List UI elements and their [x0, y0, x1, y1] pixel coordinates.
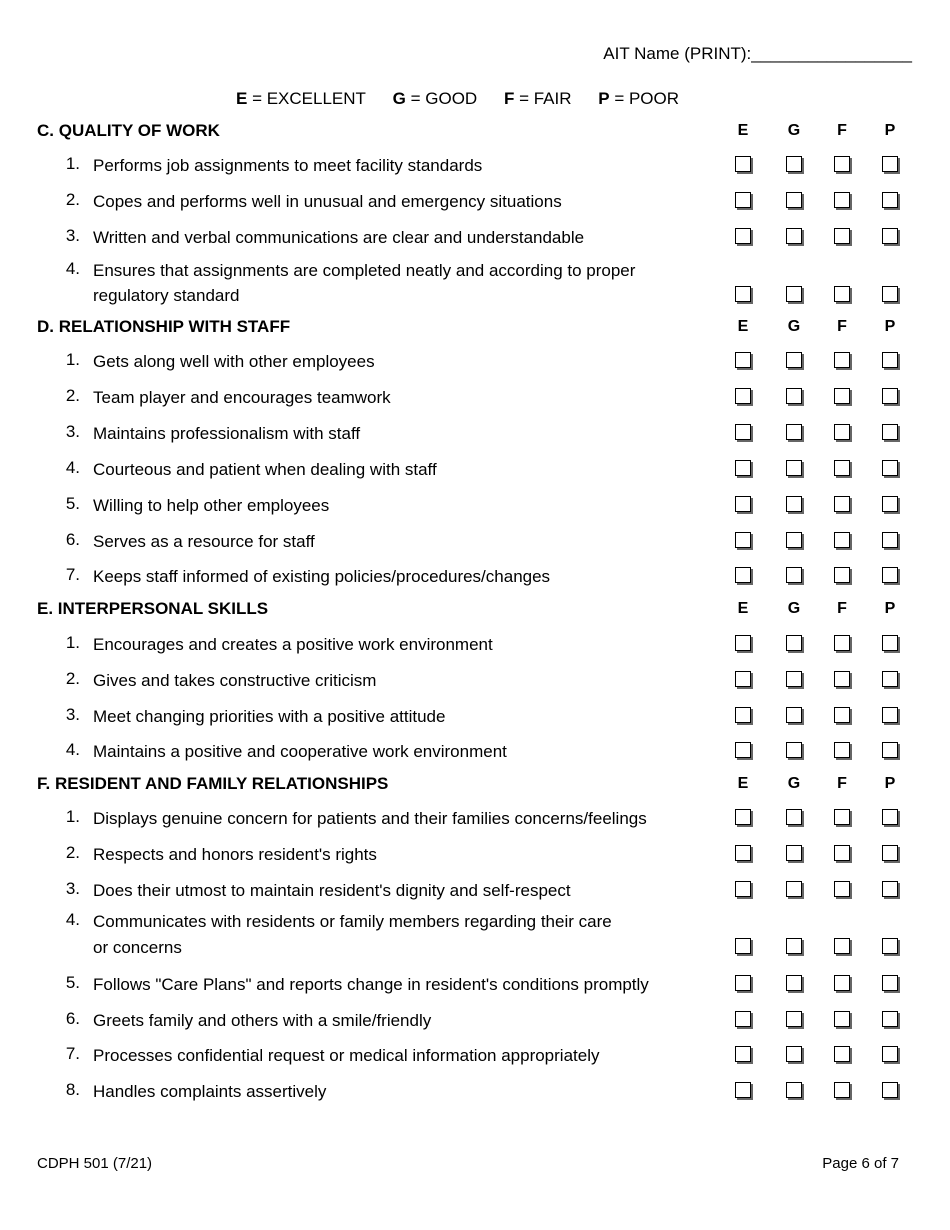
legend-key-e: E — [236, 89, 248, 108]
rating-checkbox-p[interactable] — [882, 742, 898, 758]
legend-label-f: = FAIR — [514, 89, 572, 108]
legend-label-g: = GOOD — [405, 89, 478, 108]
rating-checkbox-e[interactable] — [735, 192, 751, 208]
item-number: 1. — [65, 350, 80, 369]
rating-checkbox-f[interactable] — [834, 388, 850, 404]
item-text: Gives and takes constructive criticism — [93, 670, 377, 690]
rating-checkbox-e[interactable] — [735, 1082, 751, 1098]
legend-key-g: G — [392, 89, 406, 108]
item-text: Communicates with residents or family members regarding their care — [93, 911, 612, 931]
rating-column-header: G — [787, 318, 801, 335]
rating-checkbox-f[interactable] — [834, 845, 850, 861]
rating-checkbox-f[interactable] — [834, 228, 850, 244]
rating-checkbox-e[interactable] — [735, 532, 751, 548]
rating-checkbox-p[interactable] — [882, 707, 898, 723]
rating-checkbox-g[interactable] — [786, 1046, 802, 1062]
rating-checkbox-p[interactable] — [882, 424, 898, 440]
item-text: Meet changing priorities with a positive attitude — [93, 706, 446, 726]
rating-checkbox-e[interactable] — [735, 286, 751, 302]
rating-checkbox-e[interactable] — [735, 228, 751, 244]
item-number: 8. — [65, 1080, 80, 1099]
rating-checkbox-e[interactable] — [735, 707, 751, 723]
item-text: Keeps staff informed of existing policies/procedures/changes — [93, 566, 551, 586]
rating-checkbox-e[interactable] — [735, 845, 751, 861]
form-id: CDPH 501 (7/21) — [37, 1155, 153, 1172]
rating-checkbox-p[interactable] — [882, 156, 898, 172]
item-text: Does their utmost to maintain resident's dignity and self-respect — [93, 880, 571, 900]
rating-checkbox-g[interactable] — [786, 496, 802, 512]
rating-checkbox-e[interactable] — [735, 809, 751, 825]
item-number: 2. — [65, 190, 80, 209]
item-number: 1. — [65, 633, 80, 652]
rating-checkbox-g[interactable] — [786, 671, 802, 687]
rating-checkbox-e[interactable] — [735, 671, 751, 687]
rating-checkbox-g[interactable] — [786, 975, 802, 991]
rating-checkbox-p[interactable] — [882, 352, 898, 368]
item-text: Handles complaints assertively — [93, 1081, 327, 1101]
item-text: Follows "Care Plans" and reports change in resident's conditions promptly — [93, 974, 649, 994]
rating-column-header: G — [787, 122, 801, 139]
rating-checkbox-e[interactable] — [735, 156, 751, 172]
rating-checkbox-g[interactable] — [786, 460, 802, 476]
rating-checkbox-p[interactable] — [882, 881, 898, 897]
item-number: 5. — [65, 494, 80, 513]
item-number: 4. — [65, 458, 80, 477]
rating-checkbox-g[interactable] — [786, 845, 802, 861]
item-number: 4. — [65, 259, 80, 278]
section-title: F. RESIDENT AND FAMILY RELATIONSHIPS — [37, 774, 389, 793]
rating-checkbox-e[interactable] — [735, 938, 751, 954]
rating-checkbox-e[interactable] — [735, 635, 751, 651]
rating-checkbox-g[interactable] — [786, 192, 802, 208]
item-number: 5. — [65, 973, 80, 992]
item-text: Copes and performs well in unusual and emergency situations — [93, 191, 562, 211]
item-number: 3. — [65, 879, 80, 898]
rating-checkbox-p[interactable] — [882, 938, 898, 954]
rating-checkbox-f[interactable] — [834, 671, 850, 687]
item-number: 4. — [65, 910, 80, 929]
rating-column-header: F — [837, 318, 847, 335]
rating-checkbox-f[interactable] — [834, 635, 850, 651]
rating-checkbox-e[interactable] — [735, 742, 751, 758]
item-text: Encourages and creates a positive work environment — [93, 634, 493, 654]
item-text: Respects and honors resident's rights — [93, 844, 377, 864]
rating-checkbox-p[interactable] — [882, 1046, 898, 1062]
item-number: 6. — [65, 530, 80, 549]
rating-checkbox-f[interactable] — [834, 192, 850, 208]
rating-checkbox-g[interactable] — [786, 938, 802, 954]
rating-checkbox-g[interactable] — [786, 532, 802, 548]
rating-checkbox-g[interactable] — [786, 1011, 802, 1027]
item-text: Serves as a resource for staff — [93, 531, 315, 551]
item-number: 6. — [65, 1009, 80, 1028]
item-number: 7. — [65, 565, 80, 584]
rating-checkbox-p[interactable] — [882, 809, 898, 825]
section-title: E. INTERPERSONAL SKILLS — [37, 599, 269, 618]
rating-checkbox-f[interactable] — [834, 424, 850, 440]
item-number: 3. — [65, 705, 80, 724]
rating-checkbox-p[interactable] — [882, 286, 898, 302]
rating-column-header: E — [737, 318, 749, 335]
rating-checkbox-g[interactable] — [786, 424, 802, 440]
item-text: Maintains a positive and cooperative work environment — [93, 741, 507, 761]
rating-checkbox-g[interactable] — [786, 707, 802, 723]
rating-checkbox-f[interactable] — [834, 938, 850, 954]
section-title: D. RELATIONSHIP WITH STAFF — [37, 317, 291, 336]
item-text: Written and verbal communications are clear and understandable — [93, 227, 585, 247]
rating-checkbox-e[interactable] — [735, 1046, 751, 1062]
rating-checkbox-p[interactable] — [882, 228, 898, 244]
item-text: Willing to help other employees — [93, 495, 330, 515]
rating-checkbox-p[interactable] — [882, 975, 898, 991]
rating-checkbox-g[interactable] — [786, 567, 802, 583]
legend-key-p: P — [598, 89, 610, 108]
rating-column-header: P — [884, 318, 896, 335]
rating-checkbox-f[interactable] — [834, 707, 850, 723]
rating-checkbox-g[interactable] — [786, 881, 802, 897]
rating-column-header: E — [737, 775, 749, 792]
item-number: 7. — [65, 1044, 80, 1063]
item-text: or concerns — [93, 937, 182, 957]
rating-checkbox-g[interactable] — [786, 228, 802, 244]
rating-checkbox-g[interactable] — [786, 286, 802, 302]
rating-checkbox-f[interactable] — [834, 809, 850, 825]
item-text: Maintains professionalism with staff — [93, 423, 361, 443]
page-number: Page 6 of 7 — [822, 1155, 899, 1172]
rating-checkbox-g[interactable] — [786, 809, 802, 825]
rating-checkbox-g[interactable] — [786, 742, 802, 758]
rating-checkbox-f[interactable] — [834, 352, 850, 368]
rating-checkbox-g[interactable] — [786, 635, 802, 651]
rating-column-header: G — [787, 600, 801, 617]
ait-name-label: AIT Name (PRINT): — [603, 44, 752, 63]
item-text: Processes confidential request or medical information appropriately — [93, 1045, 600, 1065]
rating-checkbox-p[interactable] — [882, 1082, 898, 1098]
rating-checkbox-e[interactable] — [735, 496, 751, 512]
rating-checkbox-e[interactable] — [735, 1011, 751, 1027]
rating-checkbox-p[interactable] — [882, 388, 898, 404]
item-text: Courteous and patient when dealing with staff — [93, 459, 437, 479]
rating-column-header: E — [737, 600, 749, 617]
item-number: 2. — [65, 386, 80, 405]
rating-checkbox-f[interactable] — [834, 460, 850, 476]
rating-checkbox-g[interactable] — [786, 1082, 802, 1098]
section-title: C. QUALITY OF WORK — [37, 121, 220, 140]
rating-checkbox-e[interactable] — [735, 567, 751, 583]
item-text: Ensures that assignments are completed neatly and according to proper — [93, 260, 636, 280]
rating-checkbox-e[interactable] — [735, 975, 751, 991]
rating-checkbox-e[interactable] — [735, 460, 751, 476]
item-number: 2. — [65, 843, 80, 862]
item-number: 1. — [65, 154, 80, 173]
item-number: 3. — [65, 226, 80, 245]
rating-legend — [236, 89, 679, 109]
rating-checkbox-p[interactable] — [882, 635, 898, 651]
rating-checkbox-f[interactable] — [834, 156, 850, 172]
rating-checkbox-f[interactable] — [834, 742, 850, 758]
rating-checkbox-p[interactable] — [882, 1011, 898, 1027]
rating-checkbox-p[interactable] — [882, 460, 898, 476]
rating-checkbox-f[interactable] — [834, 1082, 850, 1098]
rating-checkbox-e[interactable] — [735, 424, 751, 440]
item-number: 1. — [65, 807, 80, 826]
rating-checkbox-e[interactable] — [735, 352, 751, 368]
rating-checkbox-p[interactable] — [882, 496, 898, 512]
rating-checkbox-f[interactable] — [834, 567, 850, 583]
rating-checkbox-f[interactable] — [834, 881, 850, 897]
item-text: Performs job assignments to meet facility standards — [93, 155, 483, 175]
rating-checkbox-f[interactable] — [834, 1046, 850, 1062]
rating-checkbox-g[interactable] — [786, 388, 802, 404]
rating-column-header: F — [837, 122, 847, 139]
rating-checkbox-f[interactable] — [834, 532, 850, 548]
ait-name-blank[interactable]: _________________ — [751, 44, 912, 63]
rating-column-header: P — [884, 600, 896, 617]
rating-checkbox-f[interactable] — [834, 496, 850, 512]
legend-key-f: F — [503, 89, 515, 108]
rating-column-header: P — [884, 122, 896, 139]
rating-checkbox-g[interactable] — [786, 156, 802, 172]
rating-column-header: F — [837, 600, 847, 617]
rating-checkbox-p[interactable] — [882, 532, 898, 548]
item-number: 4. — [65, 740, 80, 759]
rating-checkbox-p[interactable] — [882, 567, 898, 583]
rating-checkbox-f[interactable] — [834, 975, 850, 991]
item-number: 2. — [65, 669, 80, 688]
rating-checkbox-p[interactable] — [882, 192, 898, 208]
rating-checkbox-f[interactable] — [834, 286, 850, 302]
rating-column-header: E — [737, 122, 749, 139]
item-text: Greets family and others with a smile/friendly — [93, 1010, 432, 1030]
rating-column-header: F — [837, 775, 847, 792]
item-number: 3. — [65, 422, 80, 441]
rating-checkbox-p[interactable] — [882, 845, 898, 861]
rating-checkbox-g[interactable] — [786, 352, 802, 368]
item-text: regulatory standard — [93, 285, 240, 305]
rating-checkbox-f[interactable] — [834, 1011, 850, 1027]
legend-label-e: = EXCELLENT — [247, 89, 366, 108]
item-text: Displays genuine concern for patients and their families concerns/feelings — [93, 808, 647, 828]
rating-column-header: P — [884, 775, 896, 792]
rating-checkbox-p[interactable] — [882, 671, 898, 687]
item-text: Team player and encourages teamwork — [93, 387, 391, 407]
item-text: Gets along well with other employees — [93, 351, 375, 371]
ait-name-field[interactable] — [603, 44, 912, 64]
rating-column-header: G — [787, 775, 801, 792]
rating-checkbox-e[interactable] — [735, 388, 751, 404]
legend-label-p: = POOR — [609, 89, 680, 108]
rating-checkbox-e[interactable] — [735, 881, 751, 897]
